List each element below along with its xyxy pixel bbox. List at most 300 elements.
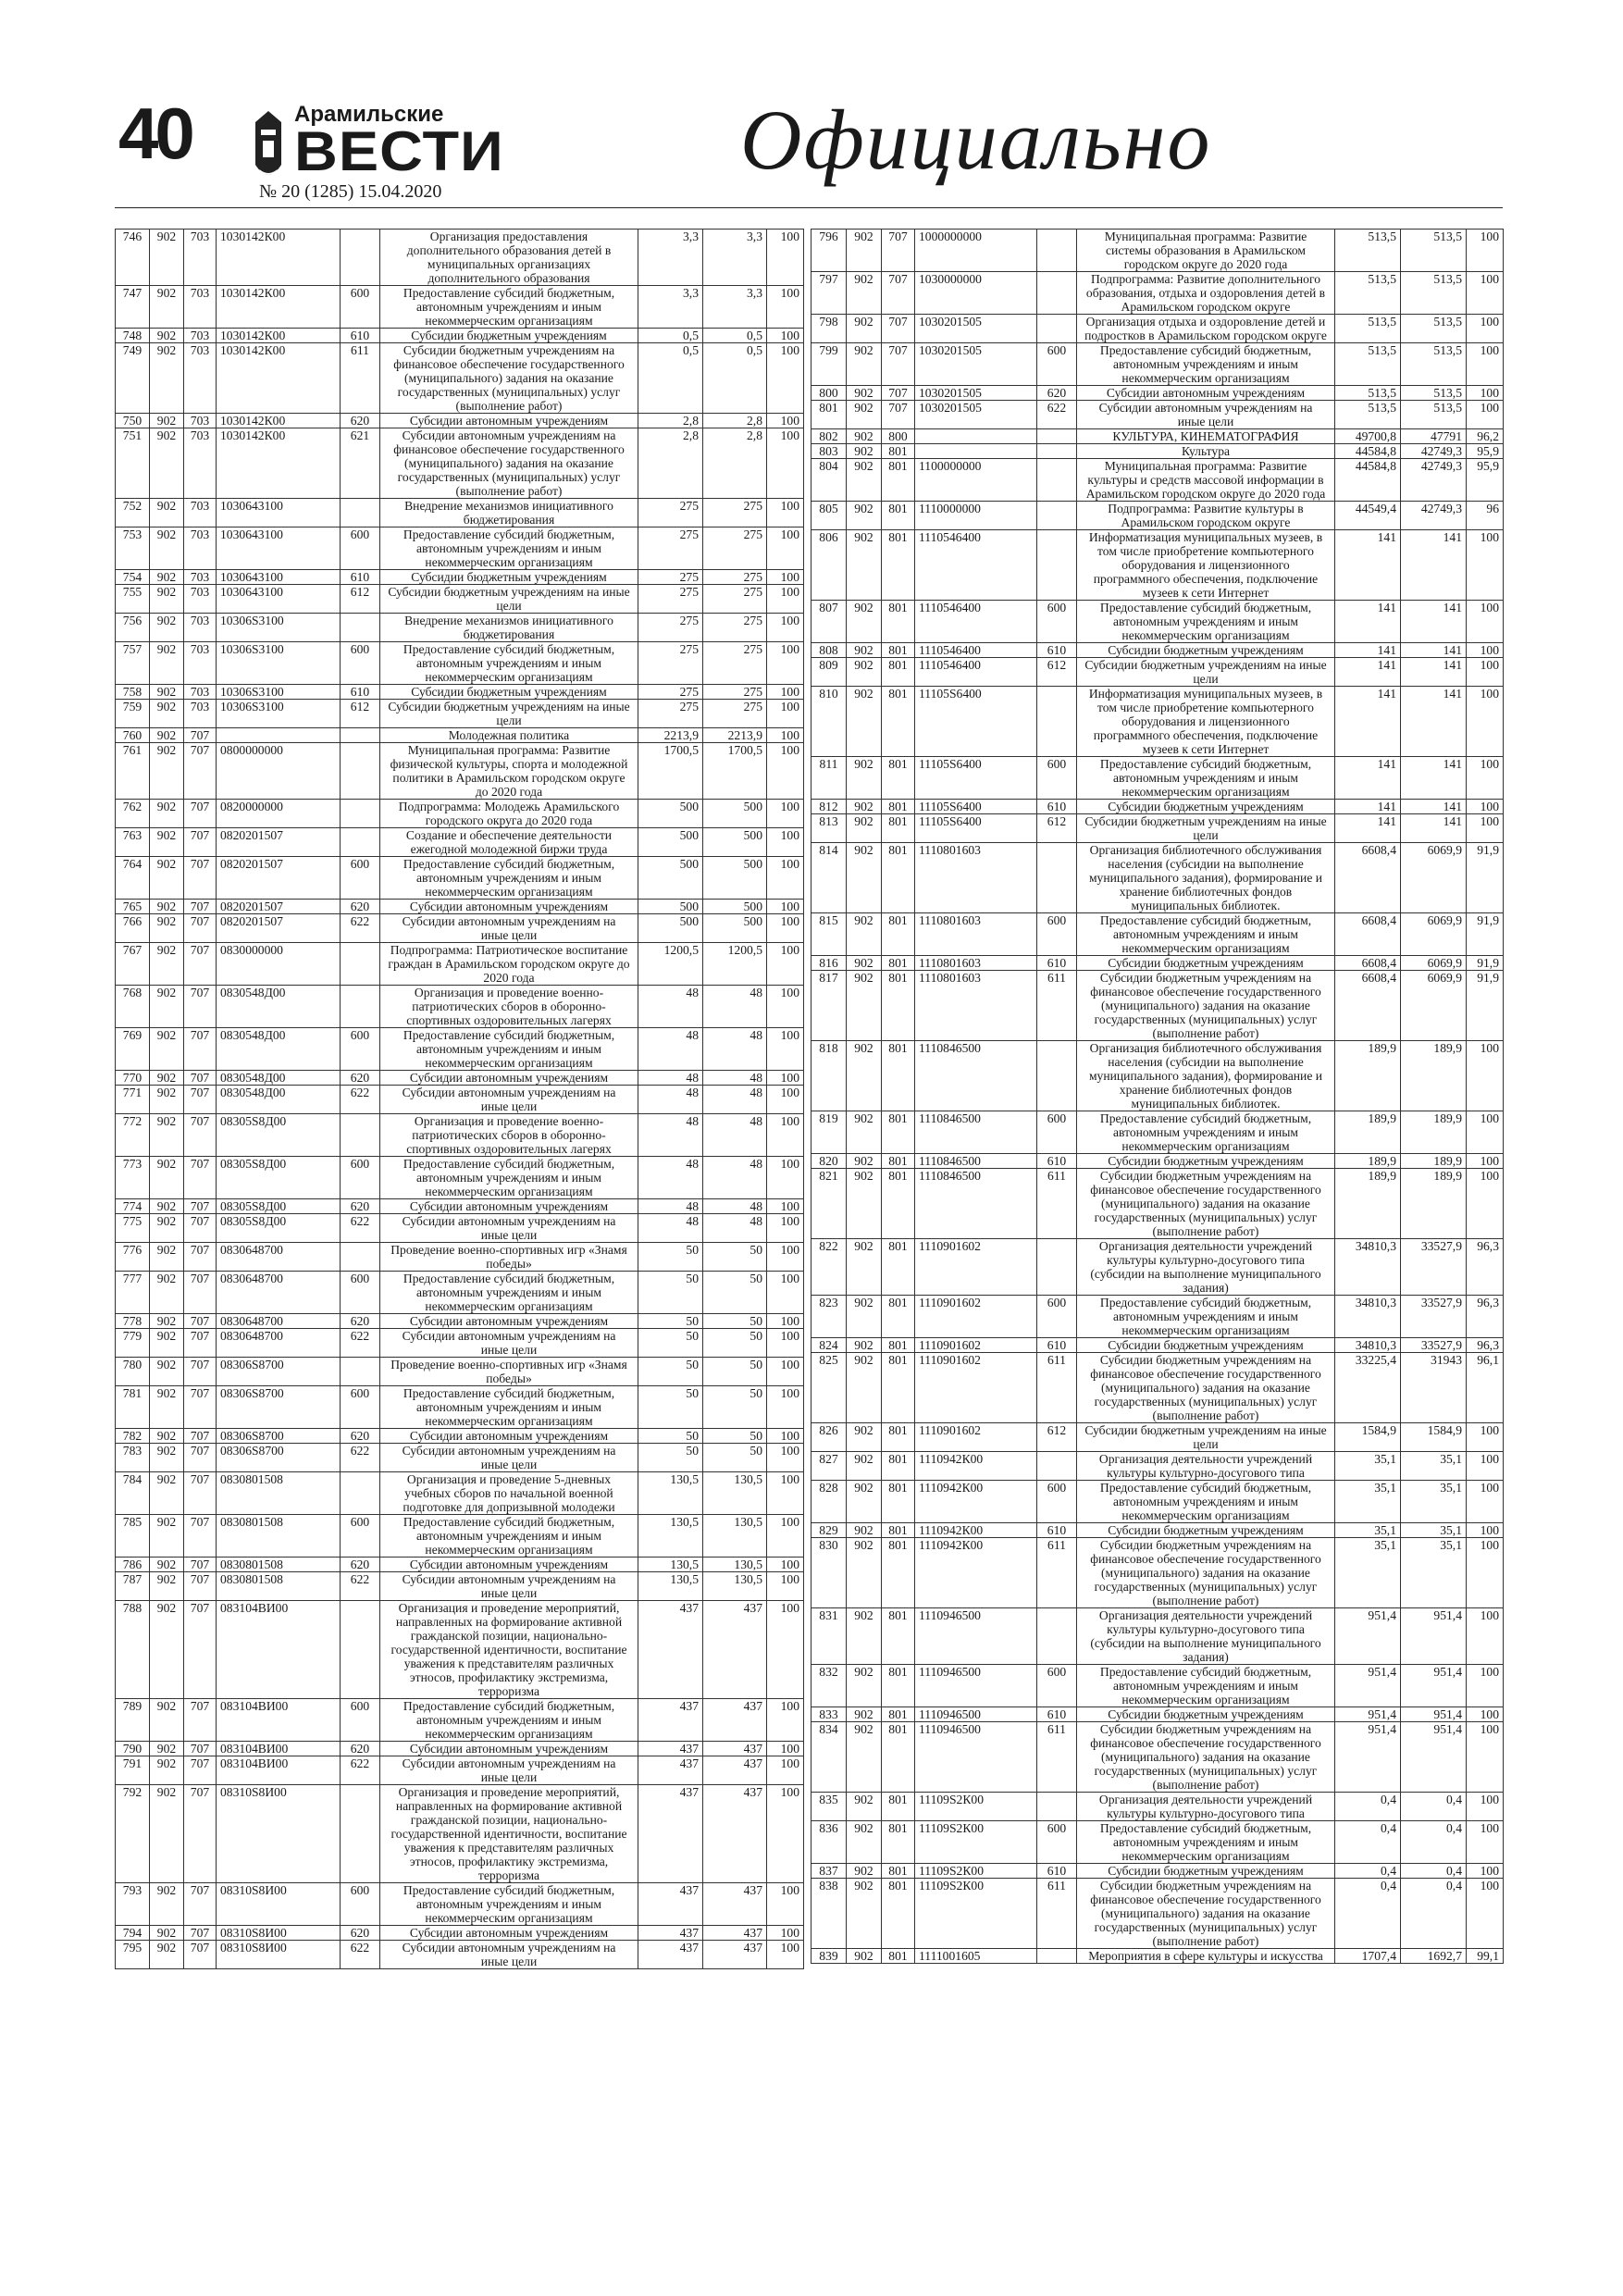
planned-amount: 130,5 — [638, 1572, 703, 1601]
row-number: 750 — [116, 414, 150, 428]
row-description: Подпрограмма: Развитие дополнительного образования, отдыха и оздоровления детей в Арамильском городском округе — [1077, 272, 1335, 315]
expense-type: 620 — [341, 1558, 380, 1572]
planned-amount: 50 — [638, 1272, 703, 1314]
target-code: 1110000000 — [915, 502, 1037, 530]
section-code: 707 — [184, 1314, 217, 1329]
table-row — [812, 272, 1504, 315]
row-description: Субсидии автономным учреждениям на иные цели — [380, 1572, 638, 1601]
execution-percent: 100 — [767, 1114, 804, 1157]
section-code: 707 — [184, 1756, 217, 1785]
row-number: 839 — [812, 1949, 847, 1964]
table-row — [812, 230, 1504, 272]
ministry-code: 902 — [847, 1821, 882, 1864]
planned-amount: 437 — [638, 1756, 703, 1785]
row-description: Предоставление субсидий бюджетным, автономным учреждениям и иным некоммерческим организациям — [380, 857, 638, 900]
row-number: 807 — [812, 601, 847, 643]
row-description: Мероприятия в сфере культуры и искусства — [1077, 1949, 1335, 1964]
ministry-code: 902 — [847, 315, 882, 343]
table-row — [116, 1941, 804, 1969]
execution-percent: 91,9 — [1467, 843, 1504, 913]
row-number: 770 — [116, 1071, 150, 1086]
row-number: 808 — [812, 643, 847, 658]
row-description: Субсидии автономным учреждениям — [380, 900, 638, 914]
execution-percent: 100 — [1467, 230, 1504, 272]
executed-amount: 189,9 — [1401, 1041, 1467, 1111]
row-description: Предоставление субсидий бюджетным, автономным учреждениям и иным некоммерческим организациям — [1077, 1821, 1335, 1864]
planned-amount: 437 — [638, 1883, 703, 1926]
target-code: 1030643100 — [217, 499, 341, 527]
target-code: 1110846500 — [915, 1154, 1037, 1169]
row-description: Культура — [1077, 444, 1335, 459]
expense-type — [1037, 530, 1077, 601]
row-number: 783 — [116, 1444, 150, 1472]
section-code: 707 — [882, 343, 915, 386]
row-number: 764 — [116, 857, 150, 900]
execution-percent: 96,3 — [1467, 1239, 1504, 1296]
planned-amount: 437 — [638, 1699, 703, 1742]
row-number: 760 — [116, 728, 150, 743]
section-code: 801 — [882, 1239, 915, 1296]
row-number: 778 — [116, 1314, 150, 1329]
row-number: 751 — [116, 428, 150, 499]
execution-percent: 96,1 — [1467, 1353, 1504, 1423]
ministry-code: 902 — [847, 1154, 882, 1169]
expense-type — [341, 943, 380, 986]
expense-type — [341, 499, 380, 527]
section-code: 707 — [184, 986, 217, 1028]
executed-amount: 50 — [703, 1314, 767, 1329]
executed-amount: 275 — [703, 642, 767, 685]
section-code: 801 — [882, 1538, 915, 1608]
planned-amount: 50 — [638, 1444, 703, 1472]
section-code: 801 — [882, 1793, 915, 1821]
table-row — [116, 700, 804, 728]
ministry-code: 902 — [150, 414, 184, 428]
target-code: 0820201507 — [217, 828, 341, 857]
planned-amount: 275 — [638, 642, 703, 685]
row-number: 818 — [812, 1041, 847, 1111]
ministry-code: 902 — [847, 1481, 882, 1523]
expense-type: 600 — [341, 1028, 380, 1071]
section-code: 801 — [882, 1481, 915, 1523]
row-description: Субсидии бюджетным учреждениям на финансовое обеспечение государственного (муниципального) задания на оказание государственных (муниципальных) услуг (выполнение работ) — [1077, 1353, 1335, 1423]
executed-amount: 513,5 — [1401, 343, 1467, 386]
row-description: Субсидии бюджетным учреждениям на финансовое обеспечение государственного (муниципального) задания на оказание государственных (муниципальных) услуг (выполнение работ) — [1077, 1879, 1335, 1949]
expense-type: 620 — [341, 1314, 380, 1329]
section-code: 801 — [882, 658, 915, 687]
row-number: 820 — [812, 1154, 847, 1169]
expense-type: 611 — [341, 343, 380, 414]
ministry-code: 902 — [150, 1329, 184, 1358]
executed-amount: 951,4 — [1401, 1608, 1467, 1665]
executed-amount: 50 — [703, 1444, 767, 1472]
row-number: 831 — [812, 1608, 847, 1665]
expense-type: 600 — [1037, 1821, 1077, 1864]
row-number: 817 — [812, 971, 847, 1041]
table-row — [116, 1699, 804, 1742]
row-description: Предоставление субсидий бюджетным, автономным учреждениям и иным некоммерческим организациям — [1077, 1111, 1335, 1154]
row-number: 779 — [116, 1329, 150, 1358]
planned-amount: 951,4 — [1335, 1707, 1401, 1722]
executed-amount: 189,9 — [1401, 1111, 1467, 1154]
table-row — [812, 502, 1504, 530]
ministry-code: 902 — [150, 1742, 184, 1756]
executed-amount: 141 — [1401, 643, 1467, 658]
execution-percent: 100 — [767, 527, 804, 570]
row-description: Субсидии автономным учреждениям на иные цели — [1077, 401, 1335, 429]
section-code: 703 — [184, 286, 217, 329]
row-number: 811 — [812, 757, 847, 800]
ministry-code: 902 — [150, 1515, 184, 1558]
row-number: 767 — [116, 943, 150, 986]
planned-amount: 275 — [638, 614, 703, 642]
section-code: 707 — [882, 315, 915, 343]
section-code: 707 — [184, 1114, 217, 1157]
ministry-code: 902 — [847, 272, 882, 315]
execution-percent: 100 — [767, 1358, 804, 1386]
row-description: Предоставление субсидий бюджетным, автономным учреждениям и иным некоммерческим организациям — [1077, 1296, 1335, 1338]
row-description: Предоставление субсидий бюджетным, автономным учреждениям и иным некоммерческим организациям — [380, 1386, 638, 1429]
section-code: 707 — [184, 1941, 217, 1969]
executed-amount: 42749,3 — [1401, 502, 1467, 530]
expense-type: 600 — [1037, 757, 1077, 800]
planned-amount: 44584,8 — [1335, 444, 1401, 459]
row-number: 796 — [812, 230, 847, 272]
ministry-code: 902 — [150, 1358, 184, 1386]
planned-amount: 48 — [638, 1086, 703, 1114]
expense-type: 622 — [341, 914, 380, 943]
table-row — [116, 728, 804, 743]
executed-amount: 130,5 — [703, 1558, 767, 1572]
planned-amount: 2213,9 — [638, 728, 703, 743]
expense-type — [1037, 687, 1077, 757]
planned-amount: 35,1 — [1335, 1523, 1401, 1538]
execution-percent: 100 — [1467, 1879, 1504, 1949]
execution-percent: 100 — [767, 1214, 804, 1243]
table-row — [812, 1423, 1504, 1452]
executed-amount: 275 — [703, 614, 767, 642]
planned-amount: 275 — [638, 527, 703, 570]
executed-amount: 0,5 — [703, 329, 767, 343]
section-code: 801 — [882, 913, 915, 956]
executed-amount: 141 — [1401, 658, 1467, 687]
target-code: 1030000000 — [915, 272, 1037, 315]
ministry-code: 902 — [847, 1949, 882, 1964]
expense-type: 600 — [341, 527, 380, 570]
ministry-code: 902 — [847, 971, 882, 1041]
execution-percent: 100 — [767, 329, 804, 343]
executed-amount: 437 — [703, 1756, 767, 1785]
ministry-code: 902 — [847, 601, 882, 643]
expense-type — [341, 728, 380, 743]
executed-amount: 513,5 — [1401, 315, 1467, 343]
table-row — [812, 1239, 1504, 1296]
planned-amount: 437 — [638, 1941, 703, 1969]
target-code: 0830000000 — [217, 943, 341, 986]
table-row — [116, 943, 804, 986]
planned-amount: 141 — [1335, 658, 1401, 687]
section-code: 703 — [184, 527, 217, 570]
expense-type: 600 — [1037, 1665, 1077, 1707]
expense-type: 600 — [341, 286, 380, 329]
row-number: 798 — [812, 315, 847, 343]
target-code: 1100000000 — [915, 459, 1037, 502]
expense-type — [1037, 444, 1077, 459]
execution-percent: 100 — [1467, 800, 1504, 814]
executed-amount: 141 — [1401, 687, 1467, 757]
ministry-code: 902 — [150, 343, 184, 414]
table-row — [812, 1296, 1504, 1338]
target-code: 0830548Д00 — [217, 986, 341, 1028]
execution-percent: 100 — [767, 570, 804, 585]
planned-amount: 49700,8 — [1335, 429, 1401, 444]
planned-amount: 2,8 — [638, 428, 703, 499]
ministry-code: 902 — [847, 1423, 882, 1452]
section-code: 707 — [184, 1272, 217, 1314]
row-description: Предоставление субсидий бюджетным, автономным учреждениям и иным некоммерческим организациям — [380, 1699, 638, 1742]
execution-percent: 100 — [1467, 601, 1504, 643]
executed-amount: 141 — [1401, 530, 1467, 601]
ministry-code: 902 — [847, 1665, 882, 1707]
planned-amount: 500 — [638, 914, 703, 943]
executed-amount: 48 — [703, 1199, 767, 1214]
executed-amount: 1200,5 — [703, 943, 767, 986]
row-number: 777 — [116, 1272, 150, 1314]
row-number: 791 — [116, 1756, 150, 1785]
target-code: 0830801508 — [217, 1558, 341, 1572]
row-description: Субсидии бюджетным учреждениям — [380, 570, 638, 585]
section-code: 801 — [882, 1041, 915, 1111]
executed-amount: 6069,9 — [1401, 956, 1467, 971]
row-number: 819 — [812, 1111, 847, 1154]
execution-percent: 100 — [1467, 658, 1504, 687]
row-description: Субсидии автономным учреждениям на иные цели — [380, 1756, 638, 1785]
execution-percent: 99,1 — [1467, 1949, 1504, 1964]
executed-amount: 50 — [703, 1243, 767, 1272]
expense-type: 622 — [341, 1214, 380, 1243]
section-title: Официально — [740, 93, 1212, 187]
executed-amount: 2,8 — [703, 428, 767, 499]
row-description: Субсидии бюджетным учреждениям на финансовое обеспечение государственного (муниципального) задания на оказание государственных (муниципальных) услуг (выполнение работ) — [1077, 1538, 1335, 1608]
section-code: 801 — [882, 956, 915, 971]
target-code: 1110901602 — [915, 1423, 1037, 1452]
execution-percent: 96 — [1467, 502, 1504, 530]
execution-percent: 100 — [767, 286, 804, 329]
section-code: 707 — [184, 1071, 217, 1086]
expense-type — [1037, 230, 1077, 272]
row-number: 827 — [812, 1452, 847, 1481]
section-code: 707 — [184, 1028, 217, 1071]
row-description: Организация предоставления дополнительного образования детей в муниципальных организациях дополнительного образования — [380, 230, 638, 286]
ministry-code: 902 — [150, 1214, 184, 1243]
target-code: 08305S8Д00 — [217, 1214, 341, 1243]
table-row — [116, 428, 804, 499]
planned-amount: 3,3 — [638, 286, 703, 329]
executed-amount: 0,4 — [1401, 1879, 1467, 1949]
execution-percent: 100 — [767, 614, 804, 642]
target-code: 1110946500 — [915, 1665, 1037, 1707]
row-description: Субсидии автономным учреждениям на иные цели — [380, 1444, 638, 1472]
expense-type: 610 — [1037, 800, 1077, 814]
ministry-code: 902 — [847, 1041, 882, 1111]
table-row — [812, 1793, 1504, 1821]
ministry-code: 902 — [847, 1523, 882, 1538]
planned-amount: 44584,8 — [1335, 459, 1401, 502]
ministry-code: 902 — [847, 1793, 882, 1821]
planned-amount: 951,4 — [1335, 1722, 1401, 1793]
executed-amount: 189,9 — [1401, 1169, 1467, 1239]
executed-amount: 35,1 — [1401, 1523, 1467, 1538]
table-row — [812, 1949, 1504, 1964]
table-row — [812, 913, 1504, 956]
target-code: 08306S8700 — [217, 1358, 341, 1386]
ministry-code: 902 — [847, 956, 882, 971]
section-code: 703 — [184, 230, 217, 286]
table-row — [812, 1481, 1504, 1523]
expense-type — [341, 800, 380, 828]
row-description: Субсидии бюджетным учреждениям на иные цели — [1077, 1423, 1335, 1452]
planned-amount: 130,5 — [638, 1558, 703, 1572]
target-code: 0830648700 — [217, 1329, 341, 1358]
row-description: Субсидии бюджетным учреждениям — [380, 329, 638, 343]
executed-amount: 513,5 — [1401, 230, 1467, 272]
target-code: 11109S2К00 — [915, 1864, 1037, 1879]
row-number: 780 — [116, 1358, 150, 1386]
target-code: 1030643100 — [217, 570, 341, 585]
table-row — [812, 643, 1504, 658]
row-number: 795 — [116, 1941, 150, 1969]
row-description: Субсидии автономным учреждениям — [380, 1558, 638, 1572]
ministry-code: 902 — [847, 401, 882, 429]
target-code: 1030142К00 — [217, 329, 341, 343]
section-code: 801 — [882, 1879, 915, 1949]
target-code: 08310S8И00 — [217, 1941, 341, 1969]
executed-amount: 35,1 — [1401, 1452, 1467, 1481]
target-code: 0820201507 — [217, 914, 341, 943]
section-code: 707 — [184, 728, 217, 743]
target-code: 1110901602 — [915, 1296, 1037, 1338]
target-code: 10306S3100 — [217, 700, 341, 728]
planned-amount: 130,5 — [638, 1515, 703, 1558]
section-code: 707 — [184, 828, 217, 857]
row-number: 754 — [116, 570, 150, 585]
table-row — [116, 1199, 804, 1214]
ministry-code: 902 — [847, 386, 882, 401]
planned-amount: 437 — [638, 1926, 703, 1941]
expense-type: 600 — [1037, 343, 1077, 386]
table-row — [116, 1086, 804, 1114]
section-code: 707 — [184, 743, 217, 800]
table-row — [812, 1538, 1504, 1608]
planned-amount: 1707,4 — [1335, 1949, 1401, 1964]
execution-percent: 100 — [1467, 1538, 1504, 1608]
execution-percent: 100 — [767, 428, 804, 499]
row-description: Подпрограмма: Патриотическое воспитание граждан в Арамильском городском округе до 2020 года — [380, 943, 638, 986]
section-code: 707 — [184, 1429, 217, 1444]
row-number: 834 — [812, 1722, 847, 1793]
planned-amount: 48 — [638, 1114, 703, 1157]
planned-amount: 6608,4 — [1335, 971, 1401, 1041]
section-code: 707 — [184, 1515, 217, 1558]
row-description: Субсидии автономным учреждениям — [1077, 386, 1335, 401]
planned-amount: 0,4 — [1335, 1793, 1401, 1821]
expense-type: 620 — [341, 1926, 380, 1941]
section-code: 707 — [184, 1329, 217, 1358]
target-code: 1030142К00 — [217, 230, 341, 286]
target-code: 1110801603 — [915, 956, 1037, 971]
expense-type: 622 — [341, 1572, 380, 1601]
executed-amount: 500 — [703, 828, 767, 857]
executed-amount: 500 — [703, 800, 767, 828]
ministry-code: 902 — [150, 700, 184, 728]
ministry-code: 902 — [847, 1452, 882, 1481]
target-code: 1030142К00 — [217, 286, 341, 329]
ministry-code: 902 — [847, 913, 882, 956]
ministry-code: 902 — [847, 687, 882, 757]
section-code: 801 — [882, 1949, 915, 1964]
table-row — [812, 757, 1504, 800]
ministry-code: 902 — [150, 230, 184, 286]
table-row — [812, 843, 1504, 913]
planned-amount: 44549,4 — [1335, 502, 1401, 530]
table-row — [812, 429, 1504, 444]
executed-amount: 48 — [703, 1114, 767, 1157]
row-description: Организация библиотечного обслуживания населения (субсидии на выполнение муниципального задания), формирование и хранение библиотечных фондов муниципальных библиотек. — [1077, 1041, 1335, 1111]
planned-amount: 513,5 — [1335, 315, 1401, 343]
execution-percent: 100 — [767, 700, 804, 728]
section-code: 801 — [882, 814, 915, 843]
row-description: Субсидии бюджетным учреждениям на иные цели — [380, 585, 638, 614]
executed-amount: 6069,9 — [1401, 913, 1467, 956]
executed-amount: 141 — [1401, 814, 1467, 843]
executed-amount: 500 — [703, 857, 767, 900]
expense-type: 600 — [1037, 601, 1077, 643]
table-row — [116, 499, 804, 527]
row-number: 802 — [812, 429, 847, 444]
target-code: 1110801603 — [915, 843, 1037, 913]
execution-percent: 100 — [767, 1386, 804, 1429]
ministry-code: 902 — [150, 1086, 184, 1114]
ministry-code: 902 — [150, 1028, 184, 1071]
logo-subtitle: Арамильские — [294, 102, 444, 127]
section-code: 707 — [184, 800, 217, 828]
row-number: 832 — [812, 1665, 847, 1707]
logo-title: ВЕСТИ — [294, 120, 504, 182]
table-row — [116, 1028, 804, 1071]
ministry-code: 902 — [847, 429, 882, 444]
expense-type: 600 — [341, 1699, 380, 1742]
target-code: 11105S6400 — [915, 814, 1037, 843]
expense-type: 600 — [341, 1883, 380, 1926]
execution-percent: 100 — [767, 1941, 804, 1969]
expense-type: 600 — [341, 857, 380, 900]
executed-amount: 35,1 — [1401, 1481, 1467, 1523]
row-number: 769 — [116, 1028, 150, 1071]
target-code: 1030142К00 — [217, 343, 341, 414]
target-code: 1030142К00 — [217, 428, 341, 499]
ministry-code: 902 — [150, 914, 184, 943]
planned-amount: 141 — [1335, 757, 1401, 800]
target-code: 08305S8Д00 — [217, 1114, 341, 1157]
row-number: 829 — [812, 1523, 847, 1538]
table-row — [812, 601, 1504, 643]
executed-amount: 437 — [703, 1941, 767, 1969]
expense-type: 620 — [341, 1742, 380, 1756]
section-code: 707 — [184, 1742, 217, 1756]
executed-amount: 437 — [703, 1699, 767, 1742]
planned-amount: 48 — [638, 1071, 703, 1086]
planned-amount: 3,3 — [638, 230, 703, 286]
